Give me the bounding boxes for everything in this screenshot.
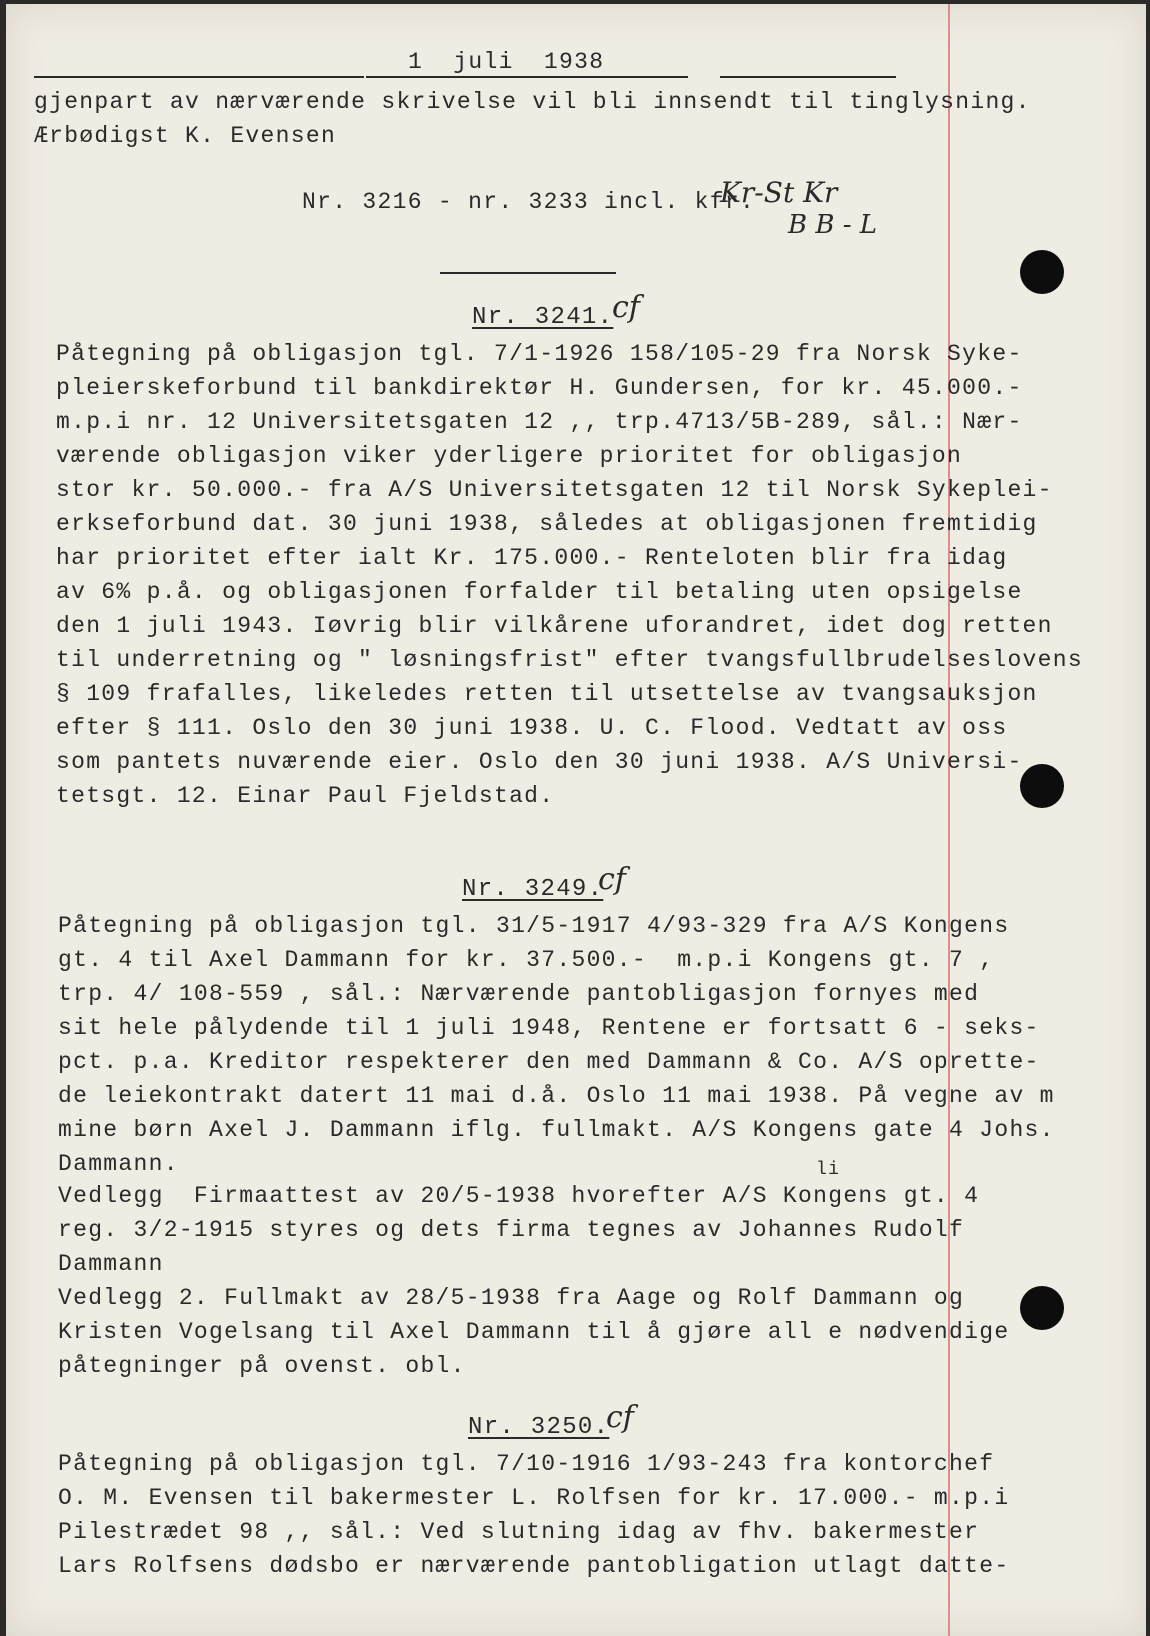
entry-line: § 109 frafalles, likeledes retten til utsettelse av tvangsauksjon bbox=[56, 681, 1038, 707]
entry-line: pct. p.a. Kreditor respekterer den med Dammann & Co. A/S oprette- bbox=[58, 1049, 1040, 1075]
entry-line: efter § 111. Oslo den 30 juni 1938. U. C. Flood. Vedtatt av oss bbox=[56, 715, 1008, 741]
entry-line: gt. 4 til Axel Dammann for kr. 37.500.- m.p.i Kongens gt. 7 , bbox=[58, 947, 995, 973]
handwritten-mark: cf bbox=[606, 1400, 634, 1435]
entry-line: Vedlegg Firmaattest av 20/5-1938 hvorefter A/S Kongens gt. 4 bbox=[58, 1183, 980, 1209]
entry-line: stor kr. 50.000.- fra A/S Universitetsgaten 12 til Norsk Sykeplei- bbox=[56, 477, 1053, 503]
punch-hole-top bbox=[1020, 250, 1064, 294]
handwritten-mark: cf bbox=[598, 862, 626, 897]
section-divider bbox=[440, 272, 616, 274]
entry-line: tetsgt. 12. Einar Paul Fjeldstad. bbox=[56, 783, 555, 809]
entry-line: av 6% p.å. og obligasjonen forfalder til betaling uten opsigelse bbox=[56, 579, 1023, 605]
entry-line: har prioritet efter ialt Kr. 175.000.- Renteloten blir fra idag bbox=[56, 545, 1008, 571]
entry-line: m.p.i nr. 12 Universitetsgaten 12 ,, trp.4713/5B-289, sål.: Nær- bbox=[56, 409, 1023, 435]
entry-line: O. M. Evensen til bakermester L. Rolfsen for kr. 17.000.- m.p.i bbox=[58, 1485, 1010, 1511]
entry-line: Pilestrædet 98 ,, sål.: Ved slutning idag av fhv. bakermester bbox=[58, 1519, 980, 1545]
document-page bbox=[6, 4, 1146, 1636]
handwritten-mark: cf bbox=[612, 290, 640, 325]
entry-number: Nr. 3250. bbox=[468, 1414, 610, 1441]
signature-line: Ærbødigst K. Evensen bbox=[34, 123, 337, 149]
entry-line: Vedlegg 2. Fullmakt av 28/5-1938 fra Aage og Rolf Dammann og bbox=[58, 1285, 965, 1311]
entry-line: Påtegning på obligasjon tgl. 7/10-1916 1/93-243 fra kontorchef bbox=[58, 1451, 995, 1477]
entry-line: Påtegning på obligasjon tgl. 31/5-1917 4/93-329 fra A/S Kongens bbox=[58, 913, 1010, 939]
entry-line: mine børn Axel J. Dammann iflg. fullmakt. A/S Kongens gate 4 Johs. bbox=[58, 1117, 1055, 1143]
entry-line: den 1 juli 1943. Iøvrig blir vilkårene uforandret, idet dog retten bbox=[56, 613, 1053, 639]
entry-number: Nr. 3249. bbox=[462, 876, 604, 903]
punch-hole-bottom bbox=[1020, 1286, 1064, 1330]
entry-line: Dammann bbox=[58, 1251, 164, 1277]
punch-hole-middle bbox=[1020, 764, 1064, 808]
margin-rule bbox=[948, 4, 950, 1636]
header-rule-right bbox=[720, 76, 896, 78]
entry-line: påtegninger på ovenst. obl. bbox=[58, 1353, 466, 1379]
continuation-line: gjenpart av nærværende skrivelse vil bli innsendt til tinglysning. bbox=[34, 89, 1031, 115]
entry-line: trp. 4/ 108-559 , sål.: Nærværende pantobligasjon fornyes med bbox=[58, 981, 980, 1007]
entry-line: Dammann. bbox=[58, 1151, 179, 1177]
entry-line: pleierskeforbund til bankdirektør H. Gundersen, for kr. 45.000.- bbox=[56, 375, 1023, 401]
page-date: 1 juli 1938 bbox=[408, 49, 605, 75]
entry-line: reg. 3/2-1915 styres og dets firma tegnes av Johannes Rudolf bbox=[58, 1217, 965, 1243]
entry-line: Lars Rolfsens dødsbo er nærværende pantobligation utlagt datte- bbox=[58, 1553, 1010, 1579]
entry-line: til underretning og " løsningsfrist" efter tvangsfullbrudelseslovens bbox=[56, 647, 1083, 673]
entry-line: som pantets nuværende eier. Oslo den 30 juni 1938. A/S Universi- bbox=[56, 749, 1023, 775]
range-note: Nr. 3216 - nr. 3233 incl. kfr. bbox=[302, 189, 756, 215]
header-rule-middle bbox=[366, 76, 688, 78]
entry-number: Nr. 3241. bbox=[472, 304, 614, 331]
entry-line: Kristen Vogelsang til Axel Dammann til å gjøre all e nødvendige bbox=[58, 1319, 1010, 1345]
entry-line: sit hele pålydende til 1 juli 1948, Rentene er fortsatt 6 - seks- bbox=[58, 1015, 1040, 1041]
entry-line: de leiekontrakt datert 11 mai d.å. Oslo 11 mai 1938. På vegne av m bbox=[58, 1083, 1055, 1109]
entry-line: erkseforbund dat. 30 juni 1938, således at obligasjonen fremtidig bbox=[56, 511, 1038, 537]
handwritten-note-2: B B - L bbox=[788, 210, 878, 240]
entry-line: værende obligasjon viker yderligere prioritet for obligasjon bbox=[56, 443, 963, 469]
header-rule-left bbox=[34, 76, 364, 78]
stray-mark: li bbox=[816, 1160, 841, 1180]
entry-line: Påtegning på obligasjon tgl. 7/1-1926 158/105-29 fra Norsk Syke- bbox=[56, 341, 1023, 367]
handwritten-note-1: Kr-St Kr bbox=[720, 176, 838, 209]
